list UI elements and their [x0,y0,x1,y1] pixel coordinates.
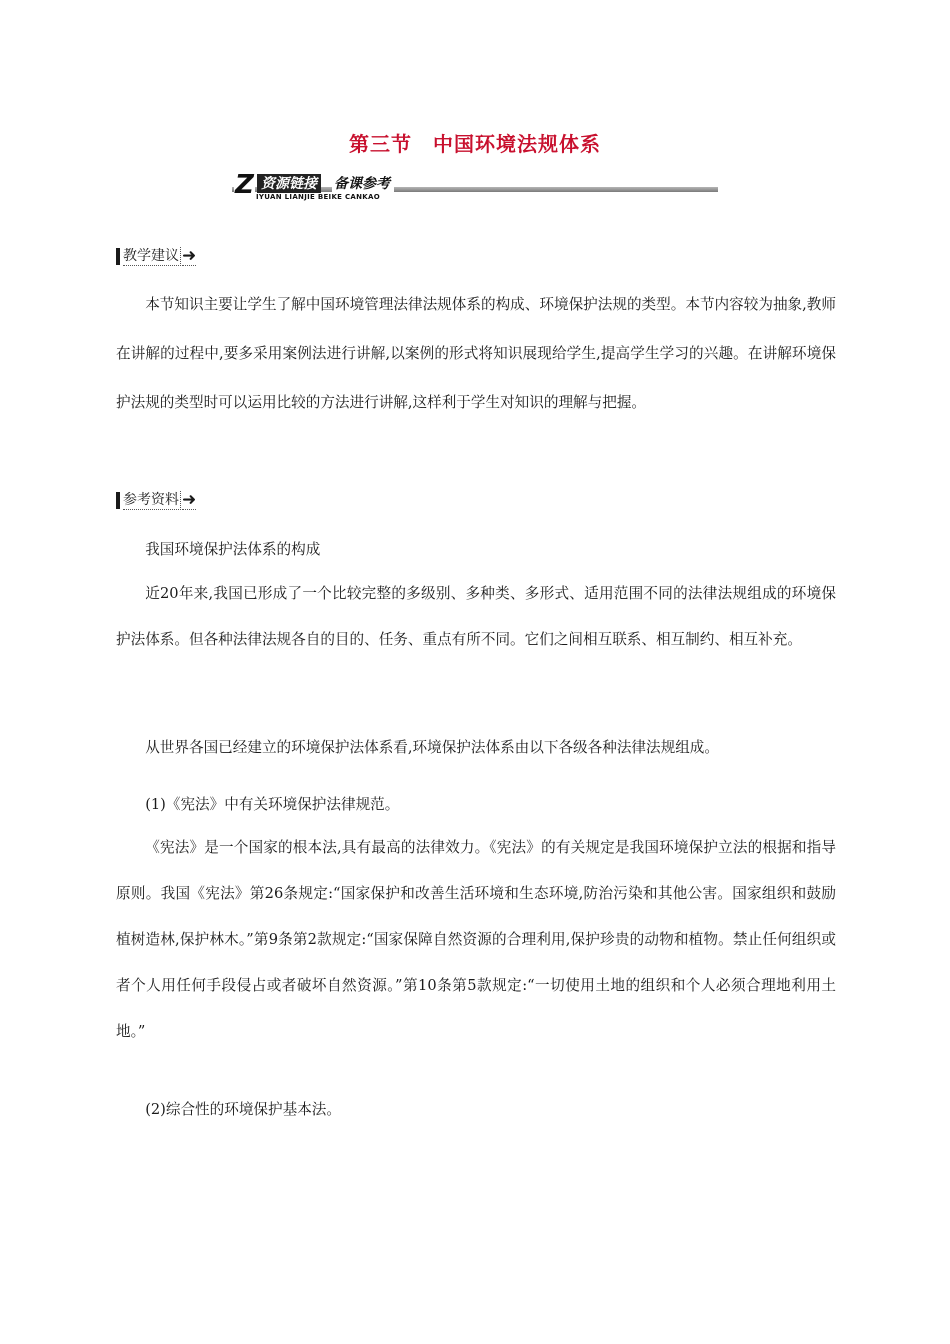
resource-link-banner [232,170,718,204]
banner-z-logo: Z [235,170,254,200]
paragraph-system-overview: 近20年来,我国已形成了一个比较完整的多级别、多种类、多形式、适用范围不同的法律法规组成的环境保护法体系。但各种法律法规各自的目的、任务、重点有所不同。它们之间相互联系、相互制约、相互补充。 [116,585,836,648]
section-label: 教学建议 [123,247,179,264]
banner-lesson-reference-label: 备课参考 [332,174,394,194]
right-arrow-icon: ➜ [182,245,197,266]
banner-resource-link-label: 资源链接 [257,174,321,194]
banner-pinyin: IYUAN LIANJIE BEIKE CANKAO [254,193,383,201]
paragraph-item-2: (2)综合性的环境保护基本法。 [145,1101,341,1118]
paragraph-teaching-suggestions: 本节知识主要让学生了解中国环境管理法律法规体系的构成、环境保护法规的类型。本节内容较为抽象,教师在讲解的过程中,要多采用案例法进行讲解,以案例的形式将知识展现给学生,提高学生学习的兴趣。在讲解环境保护法规的类型时可以运用比较的方法进行讲解,这样利于学生对知识的理解与把握。 [116,296,836,411]
section-heading-teaching-suggestions [116,246,196,266]
paragraph-subheading: 我国环境保护法体系的构成 [145,541,321,558]
right-arrow-icon: ➜ [182,489,197,510]
page-title: 第三节 中国环境法规体系 [349,132,601,156]
section-marker-bar [116,248,120,265]
paragraph-composition-intro: 从世界各国已经建立的环境保护法体系看,环境保护法体系由以下各级各种法律法规组成。 [145,739,719,756]
paragraph-constitution: 《宪法》是一个国家的根本法,具有最高的法律效力。《宪法》的有关规定是我国环境保护立法的根据和指导原则。我国《宪法》第26条规定:“国家保护和改善生活环境和生态环境,防治污染和其他公害。国家组织和鼓励植树造林,保护林木。”第9条第2款规定:“国家保障自然资源的合理利用,保护珍贵的动物和植物。禁止任何组织或者个人用任何手段侵占或者破坏自然资源。”第10条第5款规定:“一切使用土地的组织和个人必须合理地利用土地。” [116,839,836,1040]
section-marker-bar [116,492,120,509]
paragraph-item-1: (1)《宪法》中有关环境保护法律规范。 [145,796,400,813]
section-heading-reference-material [116,490,196,510]
section-label: 参考资料 [123,491,179,508]
